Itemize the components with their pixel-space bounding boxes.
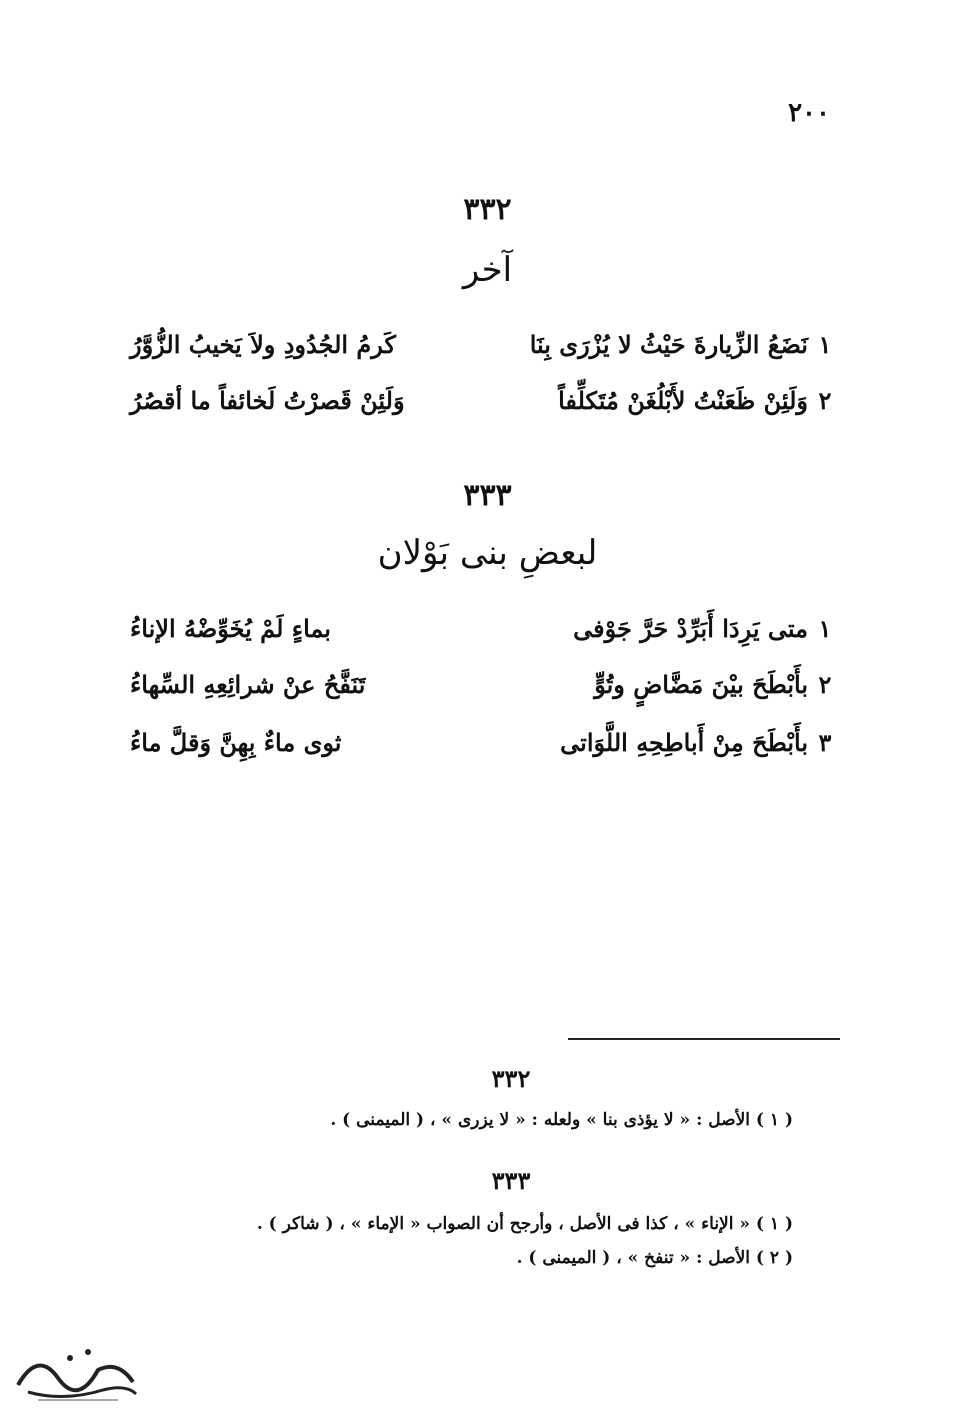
verse-number: ١ — [818, 613, 832, 643]
hemistich-first: بأَبْطَحَ بيْنَ مَضَّاضٍ وتُوٍّ — [594, 669, 808, 699]
verse-number: ٣ — [818, 727, 832, 757]
footnote-section-333: ٣٣٣ — [491, 1166, 531, 1195]
calligraphy-watermark — [8, 1330, 143, 1410]
verse-number: ٢ — [818, 669, 832, 699]
verse-row — [130, 378, 842, 422]
poem-332-number: ٣٣٢ — [463, 192, 512, 227]
footnote: ( ٢ ) الأصل : « تنفخ » ، ( الميمنى ) . — [516, 1248, 793, 1268]
footnote: ( ١ ) الأصل : « لا يؤذى بنا » ولعله : « لا يزرى » ، ( الميمنى ) . — [330, 1110, 793, 1130]
hemistich-first: بأَبْطَحَ مِنْ أَباطِحِهِ اللَّوَاتى — [560, 727, 808, 757]
verse-number: ١ — [818, 329, 832, 359]
hemistich-second: وَلَئِنْ قَصرْتُ لَخائفاً ما أقصُرُ — [130, 385, 405, 415]
footnote-section-332: ٣٣٢ — [491, 1064, 531, 1093]
hemistich-first: متى يَرِدَا أَبَرِّدْ حَرَّ جَوْفى — [573, 613, 808, 643]
page-number: ٢٠٠ — [788, 98, 830, 128]
poem-333-title: لبعضِ بنى بَوْلان — [377, 533, 598, 573]
verse-row — [130, 720, 842, 764]
verse-row — [130, 322, 842, 366]
poem-333-number: ٣٣٣ — [463, 478, 512, 513]
hemistich-second: ثوى ماءٌ بِهِنَّ وَقلَّ ماءُ — [130, 727, 342, 757]
hemistich-second: كَرمُ الجُدُودِ ولاَ يَخيبُ الزُّوَّرُ — [130, 329, 396, 359]
hemistich-first: وَلَئِنْ ظَعَنْتُ لأَبْلُغَنْ مُتَكلِّفاً — [558, 385, 808, 415]
verse-row — [130, 606, 842, 650]
hemistich-second: تَنَفَّحُ عنْ شرائِعِهِ السِّهاءُ — [130, 669, 366, 699]
footnote: ( ١ ) « الإناء » ، كذا فى الأصل ، وأرجح أن الصواب « الإماء » ، ( شاكر ) . — [256, 1214, 793, 1234]
verse-row — [130, 662, 842, 706]
poem-332-title: آخر — [462, 250, 513, 290]
hemistich-second: بماءٍ لَمْ يُخَوِّضْهُ الإناءُ — [130, 613, 331, 643]
footnote-divider — [568, 1038, 840, 1040]
verse-number: ٢ — [818, 385, 832, 415]
hemistich-first: نَضَعُ الزِّيارةَ حَيْثُ لا يُزْرَى بِنَا — [529, 329, 808, 359]
